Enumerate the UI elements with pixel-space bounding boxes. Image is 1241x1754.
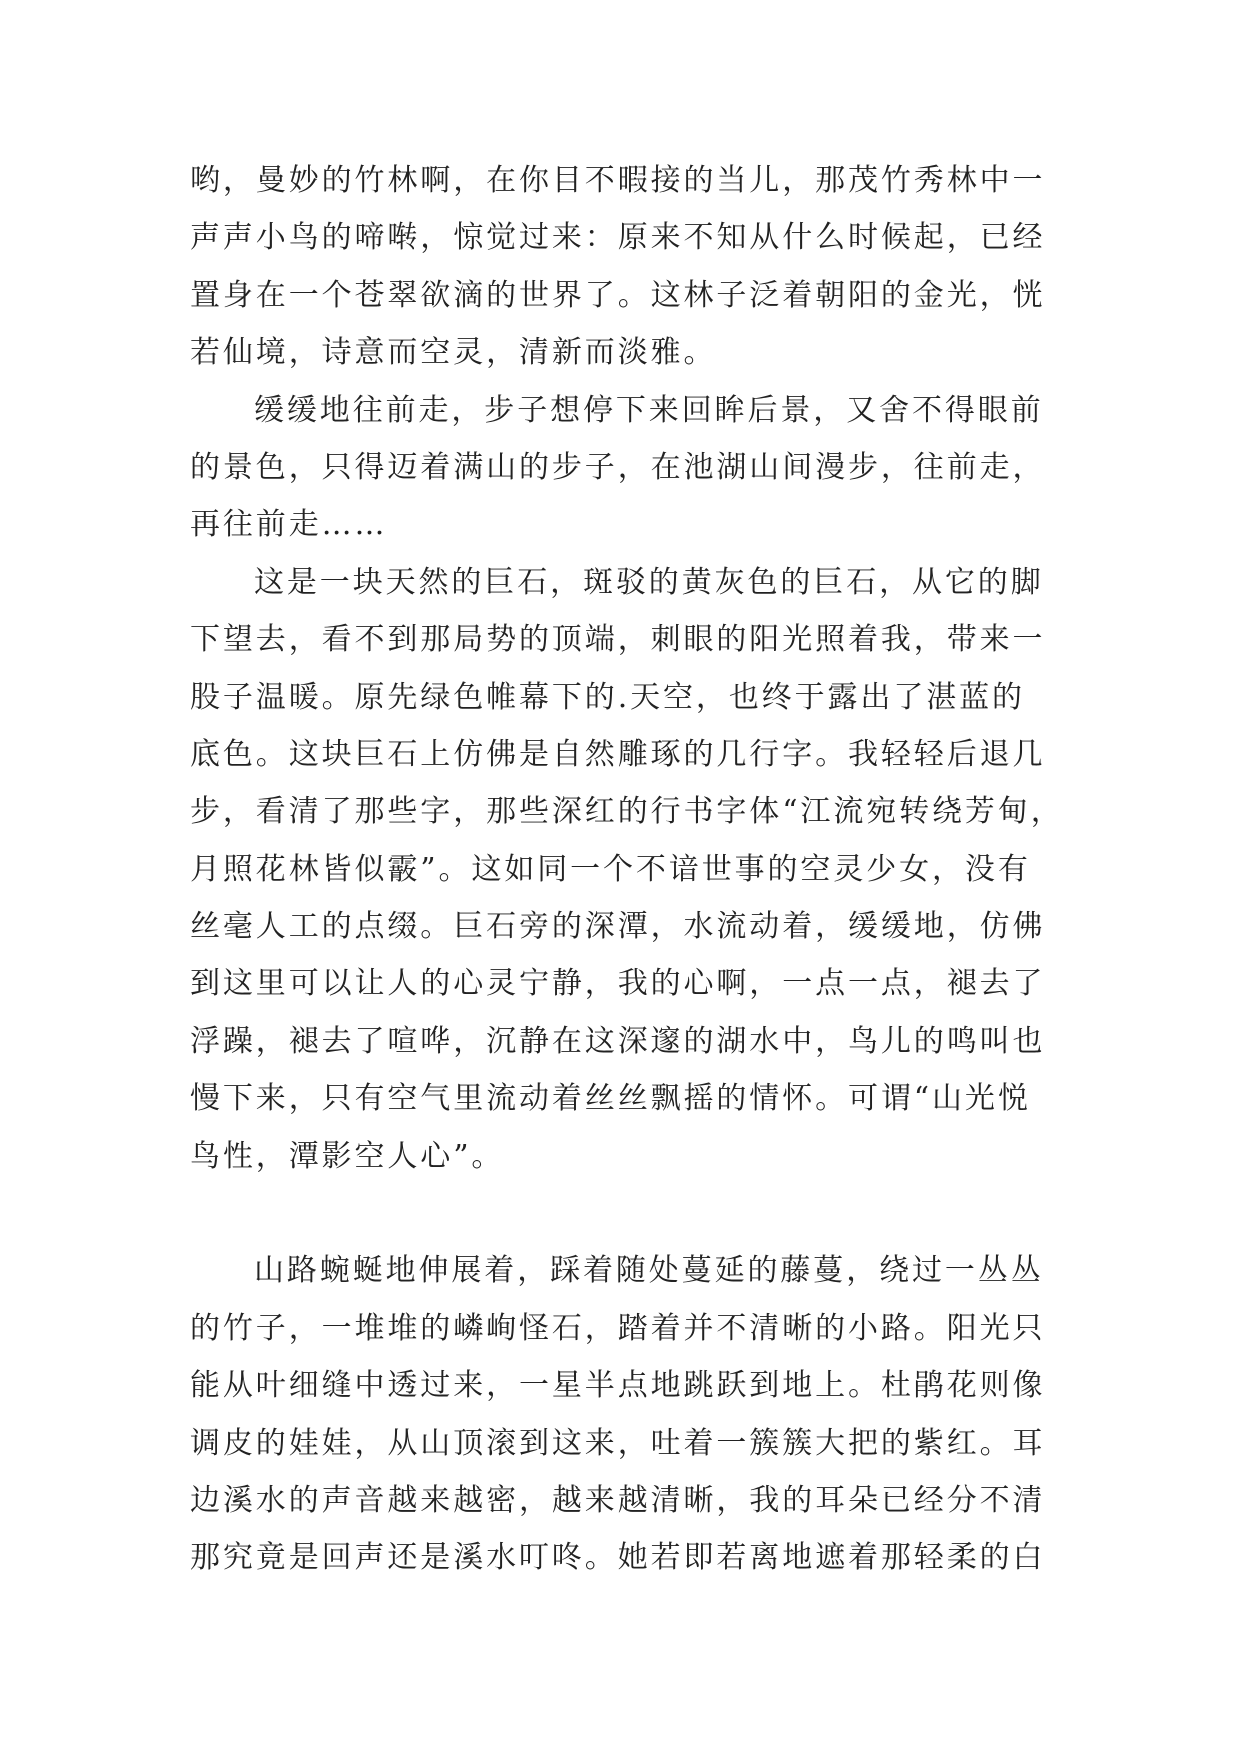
text-line: 声声小鸟的啼啭，惊觉过来：原来不知从什么时候起，已经 <box>190 220 1046 256</box>
text-line: 下望去，看不到那局势的顶端，刺眼的阳光照着我，带来一 <box>190 622 1046 658</box>
text-line: 那究竟是回声还是溪水叮咚。她若即若离地遮着那轻柔的白 <box>190 1540 1046 1576</box>
text-line: 步，看清了那些字，那些深红的行书字体“江流宛转绕芳甸， <box>190 794 1064 830</box>
paragraph-4 <box>190 1242 1050 1586</box>
text-line: 能从叶细缝中透过来，一星半点地跳跃到地上。杜鹃花则像 <box>190 1368 1046 1404</box>
text-line: 丝毫人工的点缀。巨石旁的深潭，水流动着，缓缓地，仿佛 <box>190 909 1046 945</box>
text-line <box>190 1185 1050 1242</box>
text-line: 浮躁，褪去了喧哗，沉静在这深邃的湖水中，鸟儿的鸣叫也 <box>190 1023 1046 1059</box>
text-line-indented: 缓缓地往前走，步子想停下来回眸后景，又舍不得眼前 <box>254 392 1044 428</box>
text-line-indented: 山路蜿蜒地伸展着，踩着随处蔓延的藤蔓，绕过一丛丛 <box>254 1253 1044 1289</box>
paragraph-3 <box>190 554 1064 1243</box>
text-line-indented: 这是一块天然的巨石，斑驳的黄灰色的巨石，从它的脚 <box>254 564 1044 600</box>
text-line: 底色。这块巨石上仿佛是自然雕琢的几行字。我轻轻后退几 <box>190 736 1046 772</box>
text-line: 哟，曼妙的竹林啊，在你目不暇接的当儿，那茂竹秀林中一 <box>190 163 1046 198</box>
text-line: 再往前走…… <box>190 507 388 543</box>
text-line: 月照花林皆似霰”。这如同一个不谙世事的空灵少女，没有 <box>190 851 1031 887</box>
text-line: 调皮的娃娃，从山顶滚到这来，吐着一簇簇大把的紫红。耳 <box>190 1425 1046 1461</box>
text-line: 到这里可以让人的心灵宁静，我的心啊，一点一点，褪去了 <box>190 966 1046 1002</box>
text-line: 的竹子，一堆堆的嶙峋怪石，踏着并不清晰的小路。阳光只 <box>190 1310 1046 1346</box>
text-line: 慢下来，只有空气里流动着丝丝飘摇的情怀。可谓“山光悦 <box>190 1081 1031 1117</box>
text-line: 鸟性，潭影空人心”。 <box>190 1138 505 1174</box>
paragraph-1 <box>190 152 1050 382</box>
text-line: 的景色，只得迈着满山的步子，在池湖山间漫步，往前走， <box>190 449 1046 485</box>
text-line: 若仙境，诗意而空灵，清新而淡雅。 <box>190 335 717 371</box>
text-line: 置身在一个苍翠欲滴的世界了。这林子泛着朝阳的金光，恍 <box>190 277 1046 313</box>
text-line: 股子温暖。原先绿色帷幕下的.天空，也终于露出了湛蓝的 <box>190 679 1025 715</box>
body-text <box>190 152 1064 1587</box>
paragraph-2 <box>190 382 1050 554</box>
text-line: 边溪水的声音越来越密，越来越清晰，我的耳朵已经分不清 <box>190 1482 1046 1518</box>
